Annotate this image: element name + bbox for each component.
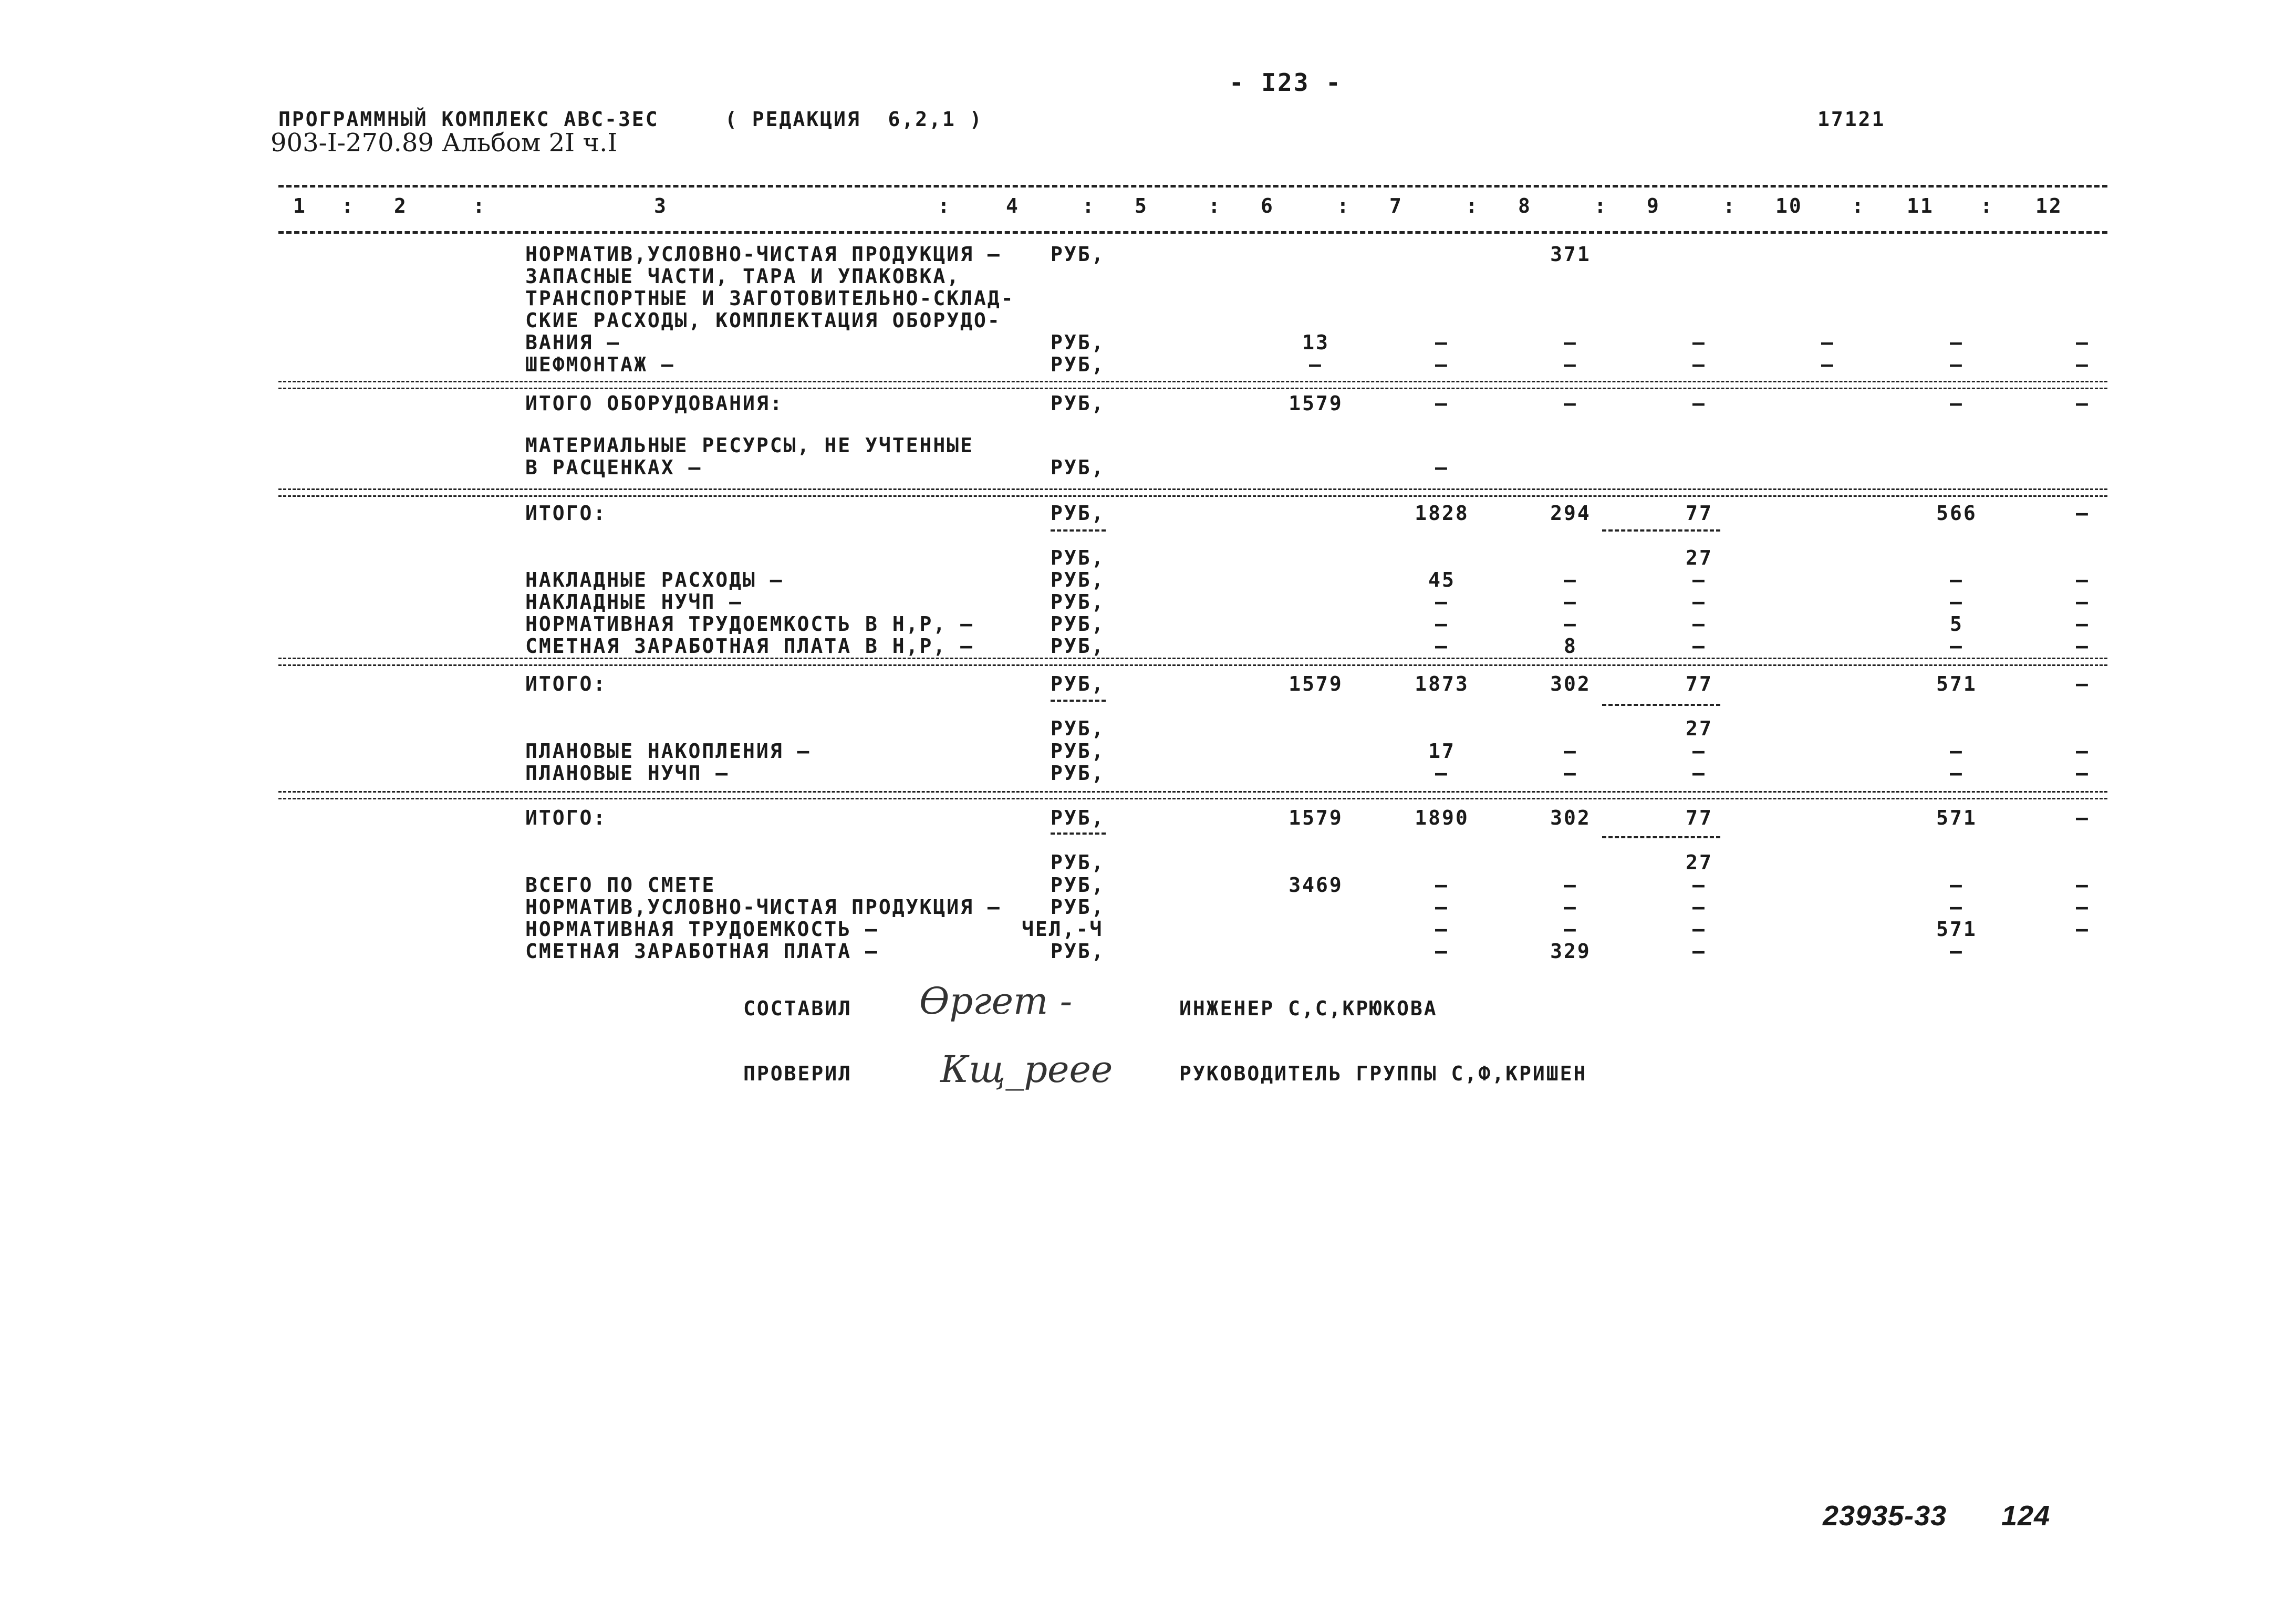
column-header-2: 2 <box>394 194 408 217</box>
row-label: ВАНИЯ – <box>525 331 621 354</box>
cell-col-8: – <box>1564 590 1577 613</box>
row-label: ПЛАНОВЫЕ НУЧП – <box>525 762 730 785</box>
row-unit: РУБ, <box>1051 243 1105 266</box>
cell-col-11: – <box>1950 590 1963 613</box>
checked-label: ПРОВЕРИЛ <box>743 1062 853 1085</box>
row-unit: РУБ, <box>1051 590 1105 613</box>
row-unit: ЧЕЛ,-Ч <box>1022 918 1104 941</box>
cell-col-9: – <box>1692 590 1706 613</box>
unit-underline <box>1051 529 1106 532</box>
cell-col-11: – <box>1950 392 1963 415</box>
cell-col-11: – <box>1950 353 1963 376</box>
column-header-5: 5 <box>1135 194 1148 217</box>
row-label: НОРМАТИВ,УСЛОВНО-ЧИСТАЯ ПРОДУКЦИЯ – <box>525 896 1001 919</box>
cell-col-10: – <box>1821 331 1835 354</box>
cell-col-7: – <box>1435 456 1449 479</box>
row-unit: РУБ, <box>1051 612 1105 636</box>
row-label: НОРМАТИВНАЯ ТРУДОЕМКОСТЬ В Н,Р, – <box>525 612 974 636</box>
value-underline <box>1602 529 1720 532</box>
column-separator: : <box>1723 194 1737 217</box>
cell-col-7: 1873 <box>1415 672 1469 695</box>
section-rule <box>278 664 2107 666</box>
table-top-rule <box>278 185 2107 188</box>
cell-col-12: – <box>2076 672 2090 695</box>
cell-col-11: 566 <box>1936 502 1977 525</box>
cell-col-7: 17 <box>1428 740 1456 763</box>
row-label: ИТОГО: <box>525 672 607 695</box>
section-rule <box>278 798 2107 799</box>
cell-col-8: – <box>1564 392 1577 415</box>
cell-col-7: – <box>1435 896 1449 919</box>
value-underline <box>1602 836 1720 838</box>
cell-col-12: – <box>2076 740 2090 763</box>
cell-col-11: 571 <box>1936 672 1977 695</box>
cell-col-11: – <box>1950 740 1963 763</box>
composed-name: ИНЖЕНЕР С,С,КРЮКОВА <box>1179 997 1438 1020</box>
row-label: СКИЕ РАСХОДЫ, КОМПЛЕКТАЦИЯ ОБОРУДО- <box>525 309 1001 332</box>
cell-col-7: – <box>1435 762 1449 785</box>
cell-col-12: – <box>2076 634 2090 658</box>
section-rule <box>278 381 2107 382</box>
cell-col-7: – <box>1435 353 1449 376</box>
row-unit: РУБ, <box>1051 331 1105 354</box>
cell-col-9: – <box>1692 896 1706 919</box>
cell-col-11: – <box>1950 762 1963 785</box>
cell-col-12: – <box>2076 392 2090 415</box>
cell-col-8: – <box>1564 612 1577 636</box>
edition: ( РЕДАКЦИЯ 6,2,1 ) <box>725 108 983 131</box>
cell-col-12: – <box>2076 590 2090 613</box>
column-separator: : <box>341 194 355 217</box>
cell-col-8: – <box>1564 918 1577 941</box>
cell-col-9: 77 <box>1686 672 1713 695</box>
cell-col-6: 1579 <box>1289 806 1343 829</box>
cell-col-6: 13 <box>1302 331 1329 354</box>
column-header-3: 3 <box>654 194 668 217</box>
row-label: НАКЛАДНЫЕ НУЧП – <box>525 590 743 613</box>
row-label: СМЕТНАЯ ЗАРАБОТНАЯ ПЛАТА – <box>525 940 879 963</box>
row-unit: РУБ, <box>1051 392 1105 415</box>
cell-col-7: – <box>1435 873 1449 897</box>
cell-col-9: 27 <box>1686 717 1713 740</box>
cell-col-12: – <box>2076 502 2090 525</box>
cell-col-11: – <box>1950 568 1963 591</box>
row-label: ВСЕГО ПО СМЕТЕ <box>525 873 716 897</box>
row-unit: РУБ, <box>1051 940 1105 963</box>
row-label: ИТОГО: <box>525 806 607 829</box>
cell-col-8: – <box>1564 353 1577 376</box>
cell-col-9: – <box>1692 918 1706 941</box>
composed-signature: Ѳргет - <box>919 980 1073 1023</box>
cell-col-11: 571 <box>1936 806 1977 829</box>
cell-col-7: – <box>1435 918 1449 941</box>
cell-col-11: – <box>1950 873 1963 897</box>
cell-col-9: – <box>1692 740 1706 763</box>
section-rule <box>278 388 2107 389</box>
cell-col-9: – <box>1692 331 1706 354</box>
album-title: 903-I-270.89 Альбом 2I ч.I <box>271 128 618 158</box>
section-rule <box>278 495 2107 497</box>
cell-col-11: 5 <box>1950 612 1963 636</box>
cell-col-12: – <box>2076 331 2090 354</box>
row-unit: РУБ, <box>1051 806 1105 829</box>
cell-col-9: – <box>1692 762 1706 785</box>
column-separator: : <box>1594 194 1608 217</box>
row-unit: РУБ, <box>1051 851 1105 874</box>
column-header-7: 7 <box>1389 194 1403 217</box>
cell-col-8: 302 <box>1550 806 1591 829</box>
cell-col-11: – <box>1950 634 1963 658</box>
cell-col-9: 27 <box>1686 851 1713 874</box>
cell-col-9: – <box>1692 612 1706 636</box>
cell-col-8: – <box>1564 896 1577 919</box>
cell-col-11: – <box>1950 331 1963 354</box>
cell-col-8: – <box>1564 568 1577 591</box>
column-separator: : <box>1980 194 1994 217</box>
row-label: НАКЛАДНЫЕ РАСХОДЫ – <box>525 568 784 591</box>
cell-col-11: – <box>1950 896 1963 919</box>
cell-col-7: 1828 <box>1415 502 1469 525</box>
unit-underline <box>1051 700 1106 702</box>
column-separator: : <box>473 194 486 217</box>
column-header-1: 1 <box>293 194 307 217</box>
cell-col-9: – <box>1692 392 1706 415</box>
cell-col-7: – <box>1435 590 1449 613</box>
cell-col-12: – <box>2076 612 2090 636</box>
document-code: 17121 <box>1817 108 1886 131</box>
cell-col-11: – <box>1950 940 1963 963</box>
cell-col-9: 77 <box>1686 502 1713 525</box>
cell-col-12: – <box>2076 918 2090 941</box>
row-label: В РАСЦЕНКАХ – <box>525 456 702 479</box>
column-header-10: 10 <box>1775 194 1803 217</box>
row-unit: РУБ, <box>1051 873 1105 897</box>
cell-col-12: – <box>2076 806 2090 829</box>
row-label: МАТЕРИАЛЬНЫЕ РЕСУРСЫ, НЕ УЧТЕННЫЕ <box>525 434 974 457</box>
program-title: ПРОГРАММНЫЙ КОМПЛЕКС АВС-ЗЕС <box>278 108 659 131</box>
cell-col-6: 3469 <box>1289 873 1343 897</box>
cell-col-8: 294 <box>1550 502 1591 525</box>
footer-stamp: 23935-33 <box>1823 1500 1947 1532</box>
row-unit: РУБ, <box>1051 672 1105 695</box>
row-unit: РУБ, <box>1051 456 1105 479</box>
cell-col-12: – <box>2076 568 2090 591</box>
unit-underline <box>1051 832 1106 835</box>
checked-signature: Кщ_реее <box>940 1048 1113 1091</box>
cell-col-7: 1890 <box>1415 806 1469 829</box>
row-unit: РУБ, <box>1051 634 1105 658</box>
row-label: СМЕТНАЯ ЗАРАБОТНАЯ ПЛАТА В Н,Р, – <box>525 634 974 658</box>
cell-col-9: 77 <box>1686 806 1713 829</box>
column-header-12: 12 <box>2035 194 2063 217</box>
cell-col-6: 1579 <box>1289 392 1343 415</box>
cell-col-7: – <box>1435 612 1449 636</box>
page-number: - I23 - <box>1229 68 1342 97</box>
column-header-11: 11 <box>1907 194 1934 217</box>
cell-col-7: – <box>1435 392 1449 415</box>
cell-col-11: 571 <box>1936 918 1977 941</box>
cell-col-12: – <box>2076 762 2090 785</box>
cell-col-6: 1579 <box>1289 672 1343 695</box>
cell-col-8: – <box>1564 762 1577 785</box>
cell-col-9: 27 <box>1686 546 1713 569</box>
row-unit: РУБ, <box>1051 546 1105 569</box>
column-header-4: 4 <box>1006 194 1020 217</box>
cell-col-9: – <box>1692 940 1706 963</box>
column-separator: : <box>1852 194 1865 217</box>
value-underline <box>1602 704 1720 706</box>
row-label: ПЛАНОВЫЕ НАКОПЛЕНИЯ – <box>525 740 811 763</box>
cell-col-12: – <box>2076 873 2090 897</box>
column-header-rule <box>278 231 2107 234</box>
cell-col-8: 302 <box>1550 672 1591 695</box>
row-label: ТРАНСПОРТНЫЕ И ЗАГОТОВИТЕЛЬНО-СКЛАД- <box>525 287 1015 310</box>
row-unit: РУБ, <box>1051 353 1105 376</box>
cell-col-8: 8 <box>1564 634 1577 658</box>
cell-col-9: – <box>1692 353 1706 376</box>
checked-name: РУКОВОДИТЕЛЬ ГРУППЫ С,Ф,КРИШЕН <box>1179 1062 1587 1085</box>
section-rule <box>278 488 2107 490</box>
cell-col-12: – <box>2076 353 2090 376</box>
row-label: НОРМАТИВНАЯ ТРУДОЕМКОСТЬ – <box>525 918 879 941</box>
cell-col-7: – <box>1435 634 1449 658</box>
cell-col-8: – <box>1564 331 1577 354</box>
column-header-9: 9 <box>1647 194 1660 217</box>
cell-col-6: – <box>1309 353 1323 376</box>
row-unit: РУБ, <box>1051 568 1105 591</box>
row-label: ИТОГО ОБОРУДОВАНИЯ: <box>525 392 784 415</box>
row-unit: РУБ, <box>1051 740 1105 763</box>
row-label: ЗАПАСНЫЕ ЧАСТИ, ТАРА И УПАКОВКА, <box>525 265 961 288</box>
cell-col-10: – <box>1821 353 1835 376</box>
cell-col-7: – <box>1435 331 1449 354</box>
row-unit: РУБ, <box>1051 717 1105 740</box>
cell-col-8: – <box>1564 740 1577 763</box>
cell-col-8: 329 <box>1550 940 1591 963</box>
row-unit: РУБ, <box>1051 896 1105 919</box>
cell-col-8: – <box>1564 873 1577 897</box>
column-header-6: 6 <box>1261 194 1274 217</box>
column-header-8: 8 <box>1518 194 1532 217</box>
row-label: ИТОГО: <box>525 502 607 525</box>
cell-col-9: – <box>1692 568 1706 591</box>
cell-col-9: – <box>1692 634 1706 658</box>
row-unit: РУБ, <box>1051 502 1105 525</box>
column-separator: : <box>1208 194 1222 217</box>
row-label: НОРМАТИВ,УСЛОВНО-ЧИСТАЯ ПРОДУКЦИЯ – <box>525 243 1001 266</box>
composed-label: СОСТАВИЛ <box>743 997 853 1020</box>
cell-col-9: – <box>1692 873 1706 897</box>
section-rule <box>278 658 2107 659</box>
column-separator: : <box>1466 194 1479 217</box>
cell-col-7: 45 <box>1428 568 1456 591</box>
column-separator: : <box>938 194 951 217</box>
section-rule <box>278 791 2107 793</box>
row-label: ШЕФМОНТАЖ – <box>525 353 675 376</box>
sheet-number: 124 <box>2001 1500 2051 1532</box>
column-separator: : <box>1337 194 1350 217</box>
column-separator: : <box>1082 194 1096 217</box>
cell-col-8: 371 <box>1550 243 1591 266</box>
row-unit: РУБ, <box>1051 762 1105 785</box>
cell-col-12: – <box>2076 896 2090 919</box>
cell-col-7: – <box>1435 940 1449 963</box>
